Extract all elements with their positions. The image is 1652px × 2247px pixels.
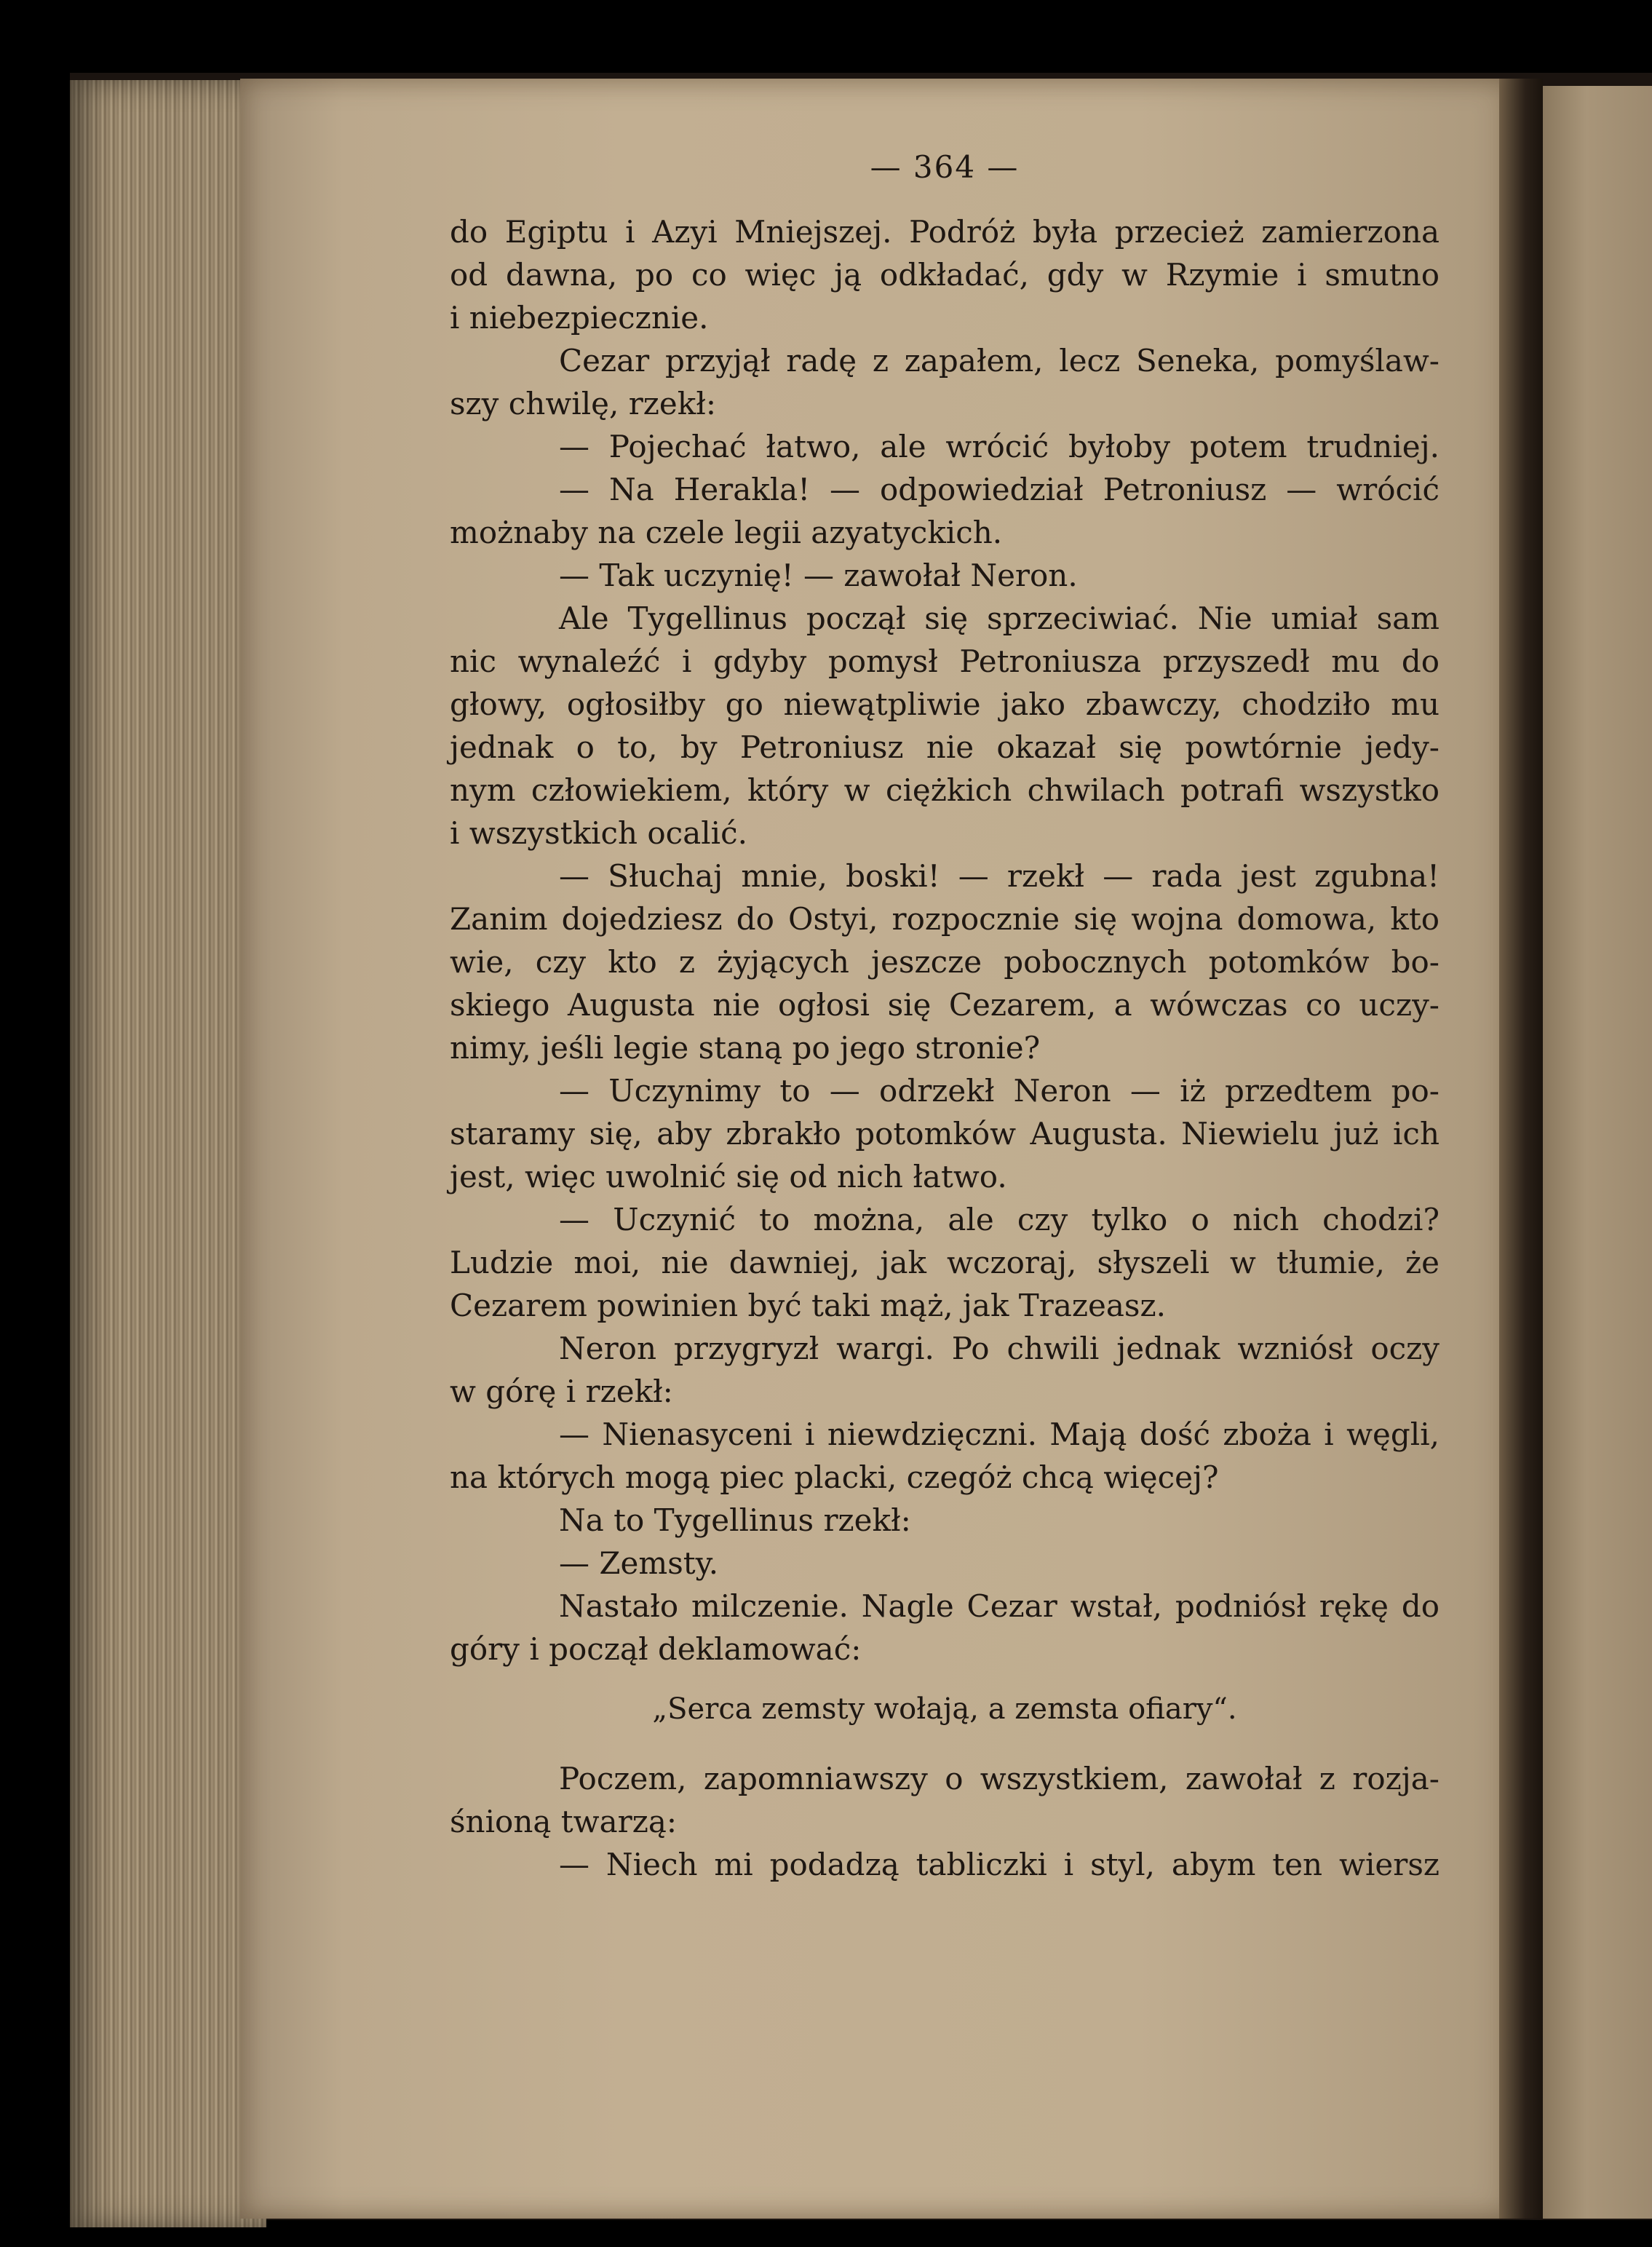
text-line: jednak o to, by Petroniusz nie okazał się powtórnie jedy-: [450, 729, 1439, 765]
text-line: — Słuchaj mnie, boski! — rzekł — rada jest zgubna!: [559, 858, 1439, 894]
text-line: śnioną twarzą:: [450, 1804, 678, 1839]
text-line: Ale Tygellinus począł się sprzeciwiać. Nie umiał sam: [559, 601, 1439, 636]
text-line: Cezar przyjął radę z zapałem, lecz Seneka, pomyślaw-: [559, 343, 1439, 379]
book-gutter: [1499, 79, 1543, 2219]
text-line: Zanim dojedziesz do Ostyi, rozpocznie się wojna domowa, kto: [450, 901, 1439, 937]
text-line: — Tak uczynię! — zawołał Neron.: [559, 558, 1078, 593]
text-line: Na to Tygellinus rzekł:: [559, 1502, 911, 1538]
text-line: w górę i rzekł:: [450, 1374, 673, 1409]
text-line: skiego Augusta nie ogłosi się Cezarem, a wówczas co uczy-: [450, 987, 1439, 1023]
text-line: Ludzie moi, nie dawniej, jak wczoraj, słyszeli w tłumie, że: [450, 1245, 1439, 1280]
text-line: i niebezpiecznie.: [450, 300, 709, 336]
text-line: na których mogą piec placki, czegóż chcą więcej?: [450, 1459, 1219, 1495]
text-line: — Uczynimy to — odrzekł Neron — iż przedtem po-: [559, 1073, 1439, 1109]
text-line: szy chwilę, rzekł:: [450, 386, 716, 421]
text-line: — Uczynić to można, ale czy tylko o nich chodzi?: [559, 1202, 1439, 1237]
text-line: Poczem, zapomniawszy o wszystkiem, zawołał z rozja-: [559, 1761, 1439, 1796]
text-line: staramy się, aby zbrakło potomków Augusta. Niewielu już ich: [450, 1116, 1439, 1152]
text-line: do Egiptu i Azyi Mniejszej. Podróż była przecież zamierzona: [450, 214, 1439, 250]
text-line: od dawna, po co więc ją odkładać, gdy w Rzymie i smutno: [450, 257, 1439, 293]
page-text: [450, 146, 1439, 1886]
text-line: jest, więc uwolnić się od nich łatwo.: [450, 1159, 1007, 1194]
text-line: nimy, jeśli legie staną po jego stronie?: [450, 1030, 1041, 1066]
text-line: Neron przygryzł wargi. Po chwili jednak wzniósł oczy: [559, 1331, 1439, 1366]
text-line: — Na Herakla! — odpowiedział Petroniusz — wrócić: [559, 472, 1439, 507]
facing-page-edge: [1543, 86, 1652, 2219]
text-line: głowy, ogłosiłby go niewątpliwie jako zbawczy, chodziło mu: [450, 686, 1439, 722]
text-line: możnaby na czele legii azyatyckich.: [450, 515, 1003, 550]
page-number: — 364 —: [870, 149, 1020, 185]
text-line: — Nienasyceni i niewdzięczni. Mają dość zboża i węgli,: [559, 1416, 1439, 1452]
text-line: nym człowiekiem, który w ciężkich chwilach potrafi wszystko: [450, 772, 1439, 808]
text-line: — Zemsty.: [559, 1545, 719, 1581]
text-line: nic wynaleźć i gdyby pomysł Petroniusza przyszedł mu do: [450, 643, 1439, 679]
text-line: i wszystkich ocalić.: [450, 815, 747, 851]
text-line: Cezarem powinien być taki mąż, jak Trazeasz.: [450, 1288, 1166, 1323]
text-line: góry i począł deklamować:: [450, 1631, 862, 1667]
page-edges: [70, 80, 266, 2227]
verse-quote: „Serca zemsty wołają, a zemsta ofiary“.: [652, 1692, 1237, 1726]
text-line: — Pojechać łatwo, ale wrócić byłoby potem trudniej.: [559, 429, 1439, 464]
text-line: — Niech mi podadzą tabliczki i styl, abym ten wiersz: [559, 1847, 1439, 1882]
text-line: Nastało milczenie. Nagle Cezar wstał, podniósł rękę do: [559, 1588, 1439, 1624]
text-line: wie, czy kto z żyjących jeszcze pobocznych potomków bo-: [450, 944, 1439, 980]
